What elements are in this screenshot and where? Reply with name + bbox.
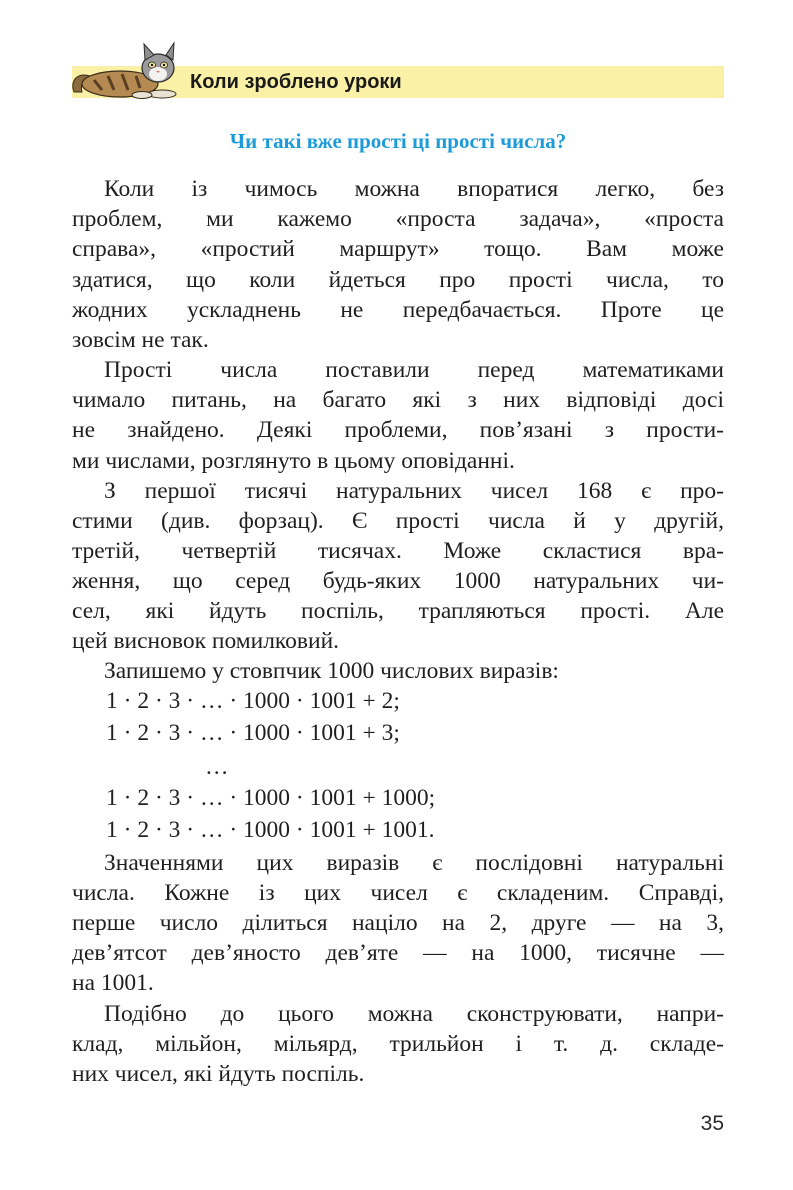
text-line: сел, які йдуть поспіль, трапляються прості. Але: [72, 598, 724, 624]
text-line: перше число ділиться націло на 2, друге — на 3,: [72, 910, 724, 936]
article-title: Чи такі вже прості ці прості числа?: [229, 129, 567, 153]
formula-line: 1 · 2 · 3 · … · 1000 · 1001 + 1001.: [106, 817, 435, 843]
text-line: справа», «простий маршрут» тощо. Вам може: [72, 236, 724, 262]
text-line: зовсім не так.: [72, 327, 209, 353]
text-line: Подібно до цього можна сконструювати, напри-: [104, 1001, 724, 1027]
text-line: третій, четвертій тисячах. Може скластися вра-: [72, 538, 724, 564]
page-number: 35: [700, 1112, 724, 1135]
formula-ellipsis: …: [205, 754, 229, 780]
text-line: жодних ускладнень не передбачається. Проте це: [72, 297, 724, 323]
text-line: ми числами, розглянуто в цьому оповіданні.: [72, 448, 515, 474]
text-line: клад, мільйон, мільярд, трильйон і т. д. складе-: [72, 1031, 724, 1057]
text-line: числа. Кожне із цих чисел є складеним. Справді,: [72, 880, 724, 906]
formula-line: 1 · 2 · 3 · … · 1000 · 1001 + 3;: [106, 720, 400, 746]
formula-line: 1 · 2 · 3 · … · 1000 · 1001 + 2;: [106, 688, 400, 714]
text-line: цей висновок помилковий.: [72, 628, 340, 654]
text-line: здатися, що коли йдеться про прості числа, то: [72, 267, 724, 293]
text-line: них чисел, які йдуть поспіль.: [72, 1061, 365, 1087]
text-line: Прості числа поставили перед математиками: [104, 357, 724, 383]
text-line: Коли із чимось можна впоратися легко, без: [104, 176, 724, 202]
text-line: стими (див. форзац). Є прості числа й у другій,: [72, 508, 724, 534]
text-line: проблем, ми кажемо «проста задача», «проста: [72, 206, 724, 232]
text-line: З першої тисячі натуральних чисел 168 є про-: [104, 478, 724, 504]
text-line: дев’ятсот дев’яносто дев’яте — на 1000, тисячне —: [72, 940, 724, 966]
cat-icon: [70, 38, 190, 100]
text-line: ження, що серед будь-яких 1000 натуральних чи-: [72, 568, 724, 594]
section-header-title: Коли зроблено уроки: [190, 71, 402, 93]
formula-line: 1 · 2 · 3 · … · 1000 · 1001 + 1000;: [106, 785, 436, 811]
text-line: на 1001.: [72, 970, 154, 996]
text-line: чимало питань, на багато які з них відповіді досі: [72, 387, 724, 413]
text-line: Запишемо у стовпчик 1000 числових виразів:: [104, 658, 559, 684]
text-line: Значеннями цих виразів є послідовні натуральні: [104, 850, 724, 876]
text-line: не знайдено. Деякі проблеми, пов’язані з прости-: [72, 417, 724, 443]
